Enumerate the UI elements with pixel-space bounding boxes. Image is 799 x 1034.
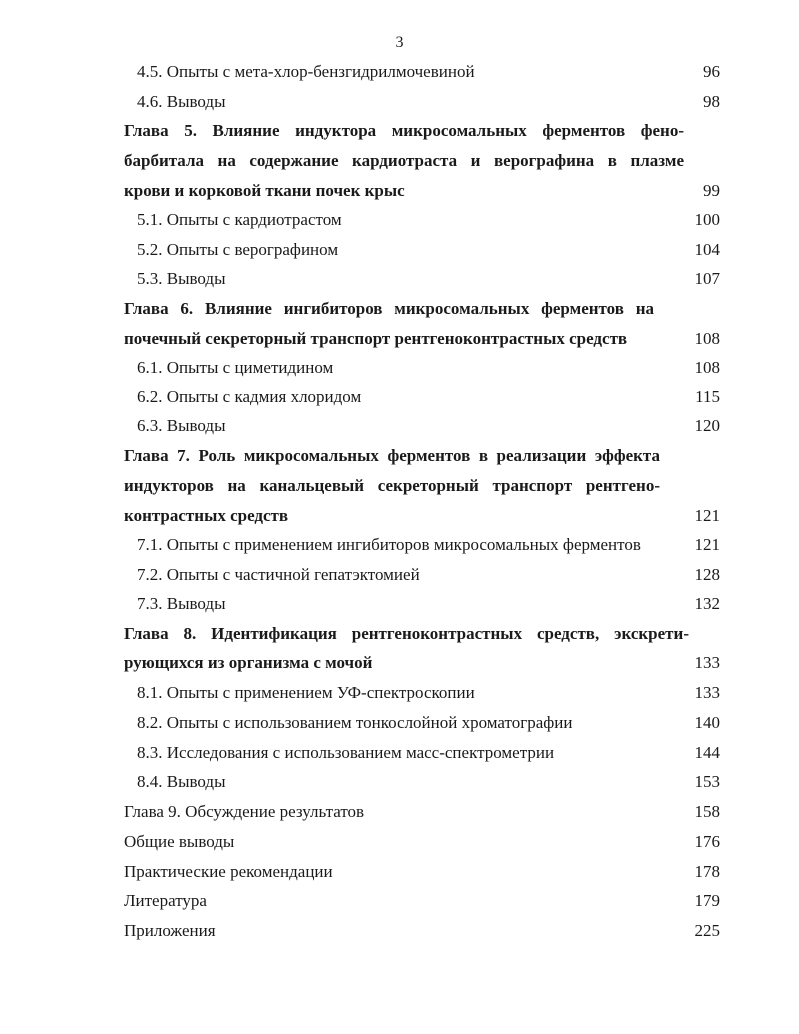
chapter-heading-line: барбитала на содержание кардиотраста и верографина в плазме xyxy=(124,151,684,170)
toc-entry-page: 178 xyxy=(694,862,720,881)
toc-entry xyxy=(124,831,720,853)
toc-entry xyxy=(137,386,720,408)
chapter-heading-line: Глава 6. Влияние ингибиторов микросомальных ферментов на xyxy=(124,299,654,318)
chapter-heading-line: крови и корковой ткани почек крыс xyxy=(124,181,405,200)
toc-entry-page: 108 xyxy=(694,358,720,377)
toc-entry-title: 7.3. Выводы xyxy=(137,594,226,613)
toc-entry-page: 128 xyxy=(694,565,720,584)
toc-entry xyxy=(124,801,720,823)
toc-entry-title: 5.2. Опыты с верографином xyxy=(137,240,339,259)
toc-entry-page: 132 xyxy=(694,594,720,613)
toc-entry-page: 120 xyxy=(694,416,720,435)
toc-entry xyxy=(137,593,720,615)
toc-entry xyxy=(137,682,720,704)
toc-entry-page: 133 xyxy=(694,683,720,702)
toc-entry-page: 144 xyxy=(694,743,720,762)
toc-entry-title: 6.3. Выводы xyxy=(137,416,226,435)
toc-entry-page: 96 xyxy=(703,62,720,81)
toc-entry-title: Общие выводы xyxy=(124,832,235,851)
chapter-heading xyxy=(124,180,720,202)
toc-entry xyxy=(137,268,720,290)
chapter-heading xyxy=(124,505,720,527)
toc-entry xyxy=(137,771,720,793)
chapter-heading xyxy=(124,652,720,674)
toc-entry-title: Практические рекомендации xyxy=(124,862,333,881)
chapter-heading xyxy=(124,475,660,497)
chapter-heading-line: Глава 8. Идентификация рентгеноконтрастных средств, экскрети- xyxy=(124,624,689,643)
toc-entry-page: 108 xyxy=(694,329,720,348)
toc-entry xyxy=(124,861,720,883)
toc-entry xyxy=(137,534,720,556)
toc-entry-title: 6.2. Опыты с кадмия хлоридом xyxy=(137,387,362,406)
toc-entry-page: 179 xyxy=(694,891,720,910)
chapter-heading xyxy=(124,328,720,350)
toc-entry-title: 5.3. Выводы xyxy=(137,269,226,288)
toc-entry-page: 140 xyxy=(694,713,720,732)
toc-entry-title: 4.6. Выводы xyxy=(137,92,226,111)
toc-entry-title: 8.1. Опыты с применением УФ-спектроскопии xyxy=(137,683,475,702)
toc-entry-title: Литература xyxy=(124,891,207,910)
toc-entry-page: 158 xyxy=(694,802,720,821)
chapter-heading-line: Глава 7. Роль микросомальных ферментов в реализации эффекта xyxy=(124,446,660,465)
toc-entry xyxy=(137,239,720,261)
toc-entry-title: Глава 9. Обсуждение результатов xyxy=(124,802,365,821)
page-number: 3 xyxy=(395,34,404,51)
toc-entry-page: 133 xyxy=(694,653,720,672)
toc-entry xyxy=(137,564,720,586)
chapter-heading-line: рующихся из организма с мочой xyxy=(124,653,373,672)
toc-entry-page: 153 xyxy=(694,772,720,791)
toc-entry-page: 115 xyxy=(695,387,720,406)
toc-entry-title: 8.3. Исследования с использованием масс-спектрометрии xyxy=(137,743,555,762)
toc-entry-page: 121 xyxy=(694,535,720,554)
toc-entry xyxy=(124,890,720,912)
toc-entry-page: 98 xyxy=(703,92,720,111)
toc-entry-page: 107 xyxy=(694,269,720,288)
chapter-heading-line: контрастных средств xyxy=(124,506,289,525)
chapter-heading-line: индукторов на канальцевый секреторный транспорт рентгено- xyxy=(124,476,660,495)
toc-entry xyxy=(137,742,720,764)
toc-entry-title: 4.5. Опыты с мета-хлор-бензгидрилмочевиной xyxy=(137,62,475,81)
toc-entry xyxy=(137,209,720,231)
toc-entry-title: 7.1. Опыты с применением ингибиторов микросомальных ферментов xyxy=(137,535,641,554)
toc-entry-title: 8.2. Опыты с использованием тонкослойной хроматографии xyxy=(137,713,573,732)
chapter-heading xyxy=(124,445,660,467)
toc-entry-page: 104 xyxy=(694,240,720,259)
chapter-heading xyxy=(124,120,684,142)
toc-entry-title: 8.4. Выводы xyxy=(137,772,226,791)
chapter-heading xyxy=(124,150,684,172)
toc-entry-page: 121 xyxy=(694,506,720,525)
toc-entry-page: 176 xyxy=(694,832,720,851)
chapter-heading xyxy=(124,623,689,645)
chapter-heading-line: почечный секреторный транспорт рентгеноконтрастных средств xyxy=(124,329,628,348)
toc-entry-page: 99 xyxy=(703,181,720,200)
toc-entry xyxy=(137,415,720,437)
chapter-heading xyxy=(124,298,654,320)
toc-entry-title: 6.1. Опыты с циметидином xyxy=(137,358,334,377)
toc-entry-title: 5.1. Опыты с кардиотрастом xyxy=(137,210,342,229)
toc-entry xyxy=(137,91,720,113)
toc-entry xyxy=(137,61,720,83)
chapter-heading-line: Глава 5. Влияние индуктора микросомальных ферментов фено- xyxy=(124,121,684,140)
toc-entry xyxy=(137,712,720,734)
toc-entry-title: 7.2. Опыты с частичной гепатэктомией xyxy=(137,565,420,584)
toc-entry-page: 100 xyxy=(694,210,720,229)
toc-entry xyxy=(124,920,720,942)
toc-entry-title: Приложения xyxy=(124,921,216,940)
toc-entry xyxy=(137,357,720,379)
toc-entry-page: 225 xyxy=(694,921,720,940)
